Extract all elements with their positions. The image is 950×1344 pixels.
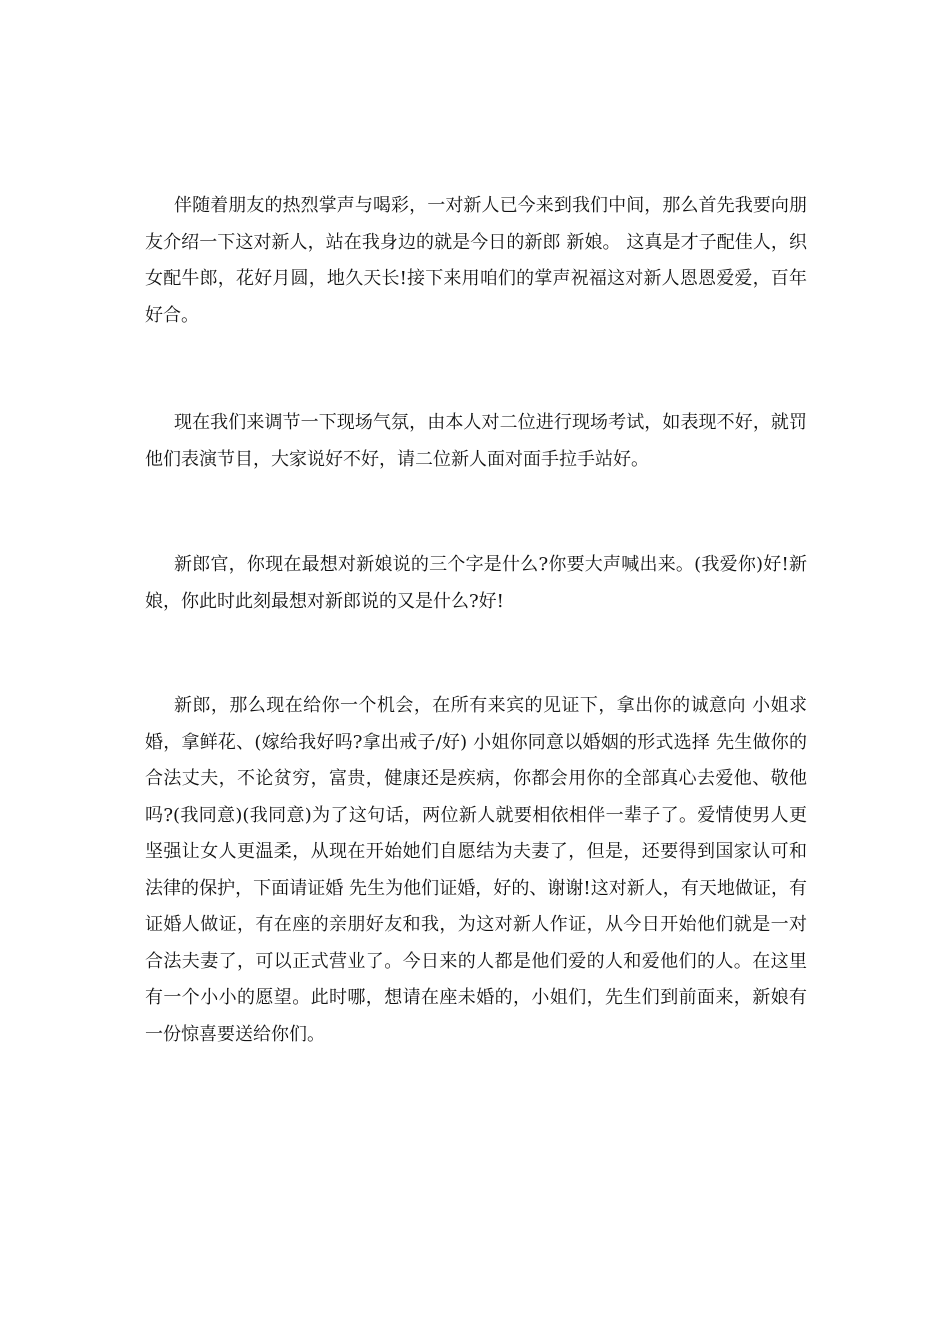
paragraph-three-words: 新郎官，你现在最想对新娘说的三个字是什么?你要大声喊出来。(我爱你)好!新娘，你此时此刻最想对新郎说的又是什么?好! <box>145 554 807 612</box>
paragraph-proposal-vows: 新郎，那么现在给你一个机会，在所有来宾的见证下，拿出你的诚意向 小姐求婚，拿鲜花、(嫁给我好吗?拿出戒子/好) 小姐你同意以婚姻的形式选择 先生做你的合法丈夫，不论贫穷，富贵，健康还是疾病，你都会用你的全部真心去爱他、敬他吗?(我同意)(我同意)为了这句话，两位新人就要相依相伴一辈子了。爱情使男人更坚强让女人更温柔，从现在开始她们自愿结为夫妻了，但是，还要得到国家认可和法律的保护，下面请证婚 先生为他们证婚，好的、谢谢!这对新人，有天地做证，有证婚人做证，有在座的亲朋好友和我，为这对新人作证，从今日开始他们就是一对合法夫妻了，可以正式营业了。今日来的人都是他们爱的人和爱他们的人。在这里有一个小小的愿望。此时哪，想请在座未婚的，小姐们，先生们到前面来，新娘有一份惊喜要送给你们。 <box>145 695 807 1045</box>
paragraph-couple-introduction: 伴随着朋友的热烈掌声与喝彩，一对新人已今来到我们中间，那么首先我要向朋友介绍一下这对新人，站在我身边的就是今日的新郎 新娘。 这真是才子配佳人，织女配牛郎，花好月圆，地久天长!接下来用咱们的掌声祝福这对新人恩恩爱爱，百年好合。 <box>145 195 807 326</box>
paragraph-atmosphere-test: 现在我们来调节一下现场气氛，由本人对二位进行现场考试，如表现不好，就罚他们表演节目，大家说好不好，请二位新人面对面手拉手站好。 <box>145 412 807 470</box>
